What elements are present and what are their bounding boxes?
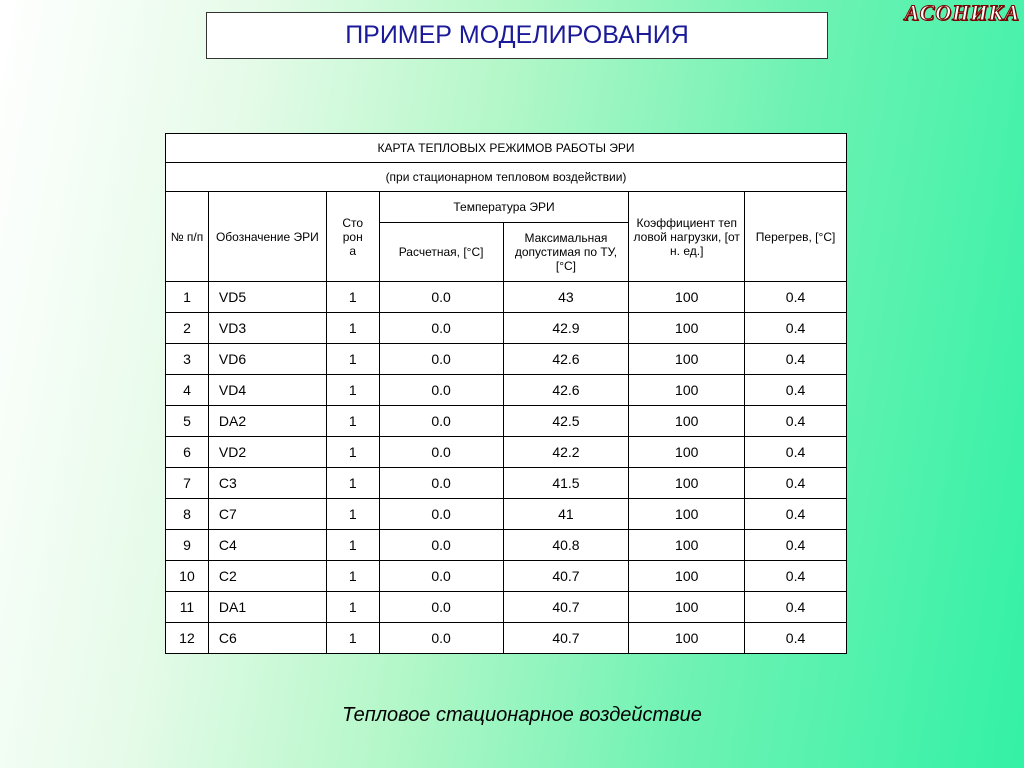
cell-side: 1 bbox=[326, 344, 379, 375]
cell-num: 9 bbox=[166, 530, 209, 561]
cell-coefficient: 100 bbox=[629, 561, 745, 592]
cell-side: 1 bbox=[326, 282, 379, 313]
cell-overheat: 0.4 bbox=[745, 313, 847, 344]
slide-title-box bbox=[206, 12, 828, 59]
cell-side: 1 bbox=[326, 375, 379, 406]
slide-title: ПРИМЕР МОДЕЛИРОВАНИЯ bbox=[345, 21, 689, 49]
cell-num: 7 bbox=[166, 468, 209, 499]
cell-num: 5 bbox=[166, 406, 209, 437]
table-row bbox=[166, 437, 847, 468]
cell-coefficient: 100 bbox=[629, 313, 745, 344]
header-temperature: Температура ЭРИ bbox=[379, 192, 629, 223]
cell-designation: C3 bbox=[208, 468, 326, 499]
cell-overheat: 0.4 bbox=[745, 344, 847, 375]
table-title: КАРТА ТЕПЛОВЫХ РЕЖИМОВ РАБОТЫ ЭРИ bbox=[166, 134, 847, 163]
cell-designation: VD6 bbox=[208, 344, 326, 375]
cell-overheat: 0.4 bbox=[745, 499, 847, 530]
cell-calculated: 0.0 bbox=[379, 468, 503, 499]
cell-side: 1 bbox=[326, 561, 379, 592]
cell-calculated: 0.0 bbox=[379, 530, 503, 561]
cell-overheat: 0.4 bbox=[745, 468, 847, 499]
cell-num: 12 bbox=[166, 623, 209, 654]
table-row bbox=[166, 499, 847, 530]
cell-overheat: 0.4 bbox=[745, 592, 847, 623]
header-num: № п/п bbox=[166, 192, 209, 282]
cell-designation: VD3 bbox=[208, 313, 326, 344]
header-side: Сто рон а bbox=[326, 192, 379, 282]
cell-max-allowed: 40.7 bbox=[503, 592, 629, 623]
cell-calculated: 0.0 bbox=[379, 313, 503, 344]
cell-designation: DA2 bbox=[208, 406, 326, 437]
table-body bbox=[166, 282, 847, 654]
cell-coefficient: 100 bbox=[629, 499, 745, 530]
cell-num: 6 bbox=[166, 437, 209, 468]
cell-num: 2 bbox=[166, 313, 209, 344]
cell-max-allowed: 42.2 bbox=[503, 437, 629, 468]
cell-side: 1 bbox=[326, 623, 379, 654]
cell-side: 1 bbox=[326, 313, 379, 344]
table-row bbox=[166, 313, 847, 344]
cell-overheat: 0.4 bbox=[745, 406, 847, 437]
table-row bbox=[166, 561, 847, 592]
slide-caption: Тепловое стационарное воздействие bbox=[342, 704, 702, 726]
cell-max-allowed: 41 bbox=[503, 499, 629, 530]
cell-calculated: 0.0 bbox=[379, 499, 503, 530]
cell-designation: VD5 bbox=[208, 282, 326, 313]
thermal-regime-table bbox=[165, 133, 847, 654]
cell-calculated: 0.0 bbox=[379, 375, 503, 406]
cell-side: 1 bbox=[326, 437, 379, 468]
cell-max-allowed: 40.7 bbox=[503, 561, 629, 592]
cell-designation: C7 bbox=[208, 499, 326, 530]
cell-max-allowed: 42.9 bbox=[503, 313, 629, 344]
table-row bbox=[166, 406, 847, 437]
cell-calculated: 0.0 bbox=[379, 561, 503, 592]
table-subtitle: (при стационарном тепловом воздействии) bbox=[166, 163, 847, 192]
cell-overheat: 0.4 bbox=[745, 282, 847, 313]
cell-coefficient: 100 bbox=[629, 406, 745, 437]
cell-max-allowed: 42.6 bbox=[503, 344, 629, 375]
cell-max-allowed: 41.5 bbox=[503, 468, 629, 499]
cell-side: 1 bbox=[326, 592, 379, 623]
table-row bbox=[166, 530, 847, 561]
cell-calculated: 0.0 bbox=[379, 344, 503, 375]
cell-designation: C2 bbox=[208, 561, 326, 592]
cell-designation: C4 bbox=[208, 530, 326, 561]
header-calculated: Расчетная, [°C] bbox=[379, 223, 503, 282]
header-coefficient: Коэффициент тепловой нагрузки, [отн. ед.] bbox=[629, 192, 745, 282]
header-overheat: Перегрев, [°C] bbox=[745, 192, 847, 282]
cell-coefficient: 100 bbox=[629, 530, 745, 561]
header-max-allowed: Максимальная допустимая по ТУ, [°C] bbox=[503, 223, 629, 282]
cell-max-allowed: 40.8 bbox=[503, 530, 629, 561]
cell-calculated: 0.0 bbox=[379, 282, 503, 313]
cell-calculated: 0.0 bbox=[379, 437, 503, 468]
cell-side: 1 bbox=[326, 468, 379, 499]
cell-side: 1 bbox=[326, 499, 379, 530]
table-row bbox=[166, 623, 847, 654]
cell-max-allowed: 43 bbox=[503, 282, 629, 313]
cell-num: 8 bbox=[166, 499, 209, 530]
cell-coefficient: 100 bbox=[629, 282, 745, 313]
cell-num: 10 bbox=[166, 561, 209, 592]
cell-calculated: 0.0 bbox=[379, 592, 503, 623]
cell-side: 1 bbox=[326, 406, 379, 437]
cell-designation: VD2 bbox=[208, 437, 326, 468]
cell-designation: C6 bbox=[208, 623, 326, 654]
cell-coefficient: 100 bbox=[629, 468, 745, 499]
cell-max-allowed: 40.7 bbox=[503, 623, 629, 654]
cell-num: 4 bbox=[166, 375, 209, 406]
cell-calculated: 0.0 bbox=[379, 406, 503, 437]
cell-coefficient: 100 bbox=[629, 592, 745, 623]
table-row bbox=[166, 344, 847, 375]
table-row bbox=[166, 468, 847, 499]
cell-num: 1 bbox=[166, 282, 209, 313]
cell-overheat: 0.4 bbox=[745, 437, 847, 468]
cell-coefficient: 100 bbox=[629, 344, 745, 375]
header-designation: Обозначение ЭРИ bbox=[208, 192, 326, 282]
cell-num: 3 bbox=[166, 344, 209, 375]
table-row bbox=[166, 375, 847, 406]
cell-coefficient: 100 bbox=[629, 375, 745, 406]
cell-calculated: 0.0 bbox=[379, 623, 503, 654]
asonika-logo: АСОНИКА bbox=[904, 0, 1020, 25]
cell-overheat: 0.4 bbox=[745, 375, 847, 406]
cell-side: 1 bbox=[326, 530, 379, 561]
cell-overheat: 0.4 bbox=[745, 530, 847, 561]
cell-coefficient: 100 bbox=[629, 437, 745, 468]
cell-designation: VD4 bbox=[208, 375, 326, 406]
cell-overheat: 0.4 bbox=[745, 623, 847, 654]
cell-overheat: 0.4 bbox=[745, 561, 847, 592]
cell-coefficient: 100 bbox=[629, 623, 745, 654]
cell-max-allowed: 42.5 bbox=[503, 406, 629, 437]
table-row bbox=[166, 282, 847, 313]
cell-max-allowed: 42.6 bbox=[503, 375, 629, 406]
cell-num: 11 bbox=[166, 592, 209, 623]
cell-designation: DA1 bbox=[208, 592, 326, 623]
table-row bbox=[166, 592, 847, 623]
